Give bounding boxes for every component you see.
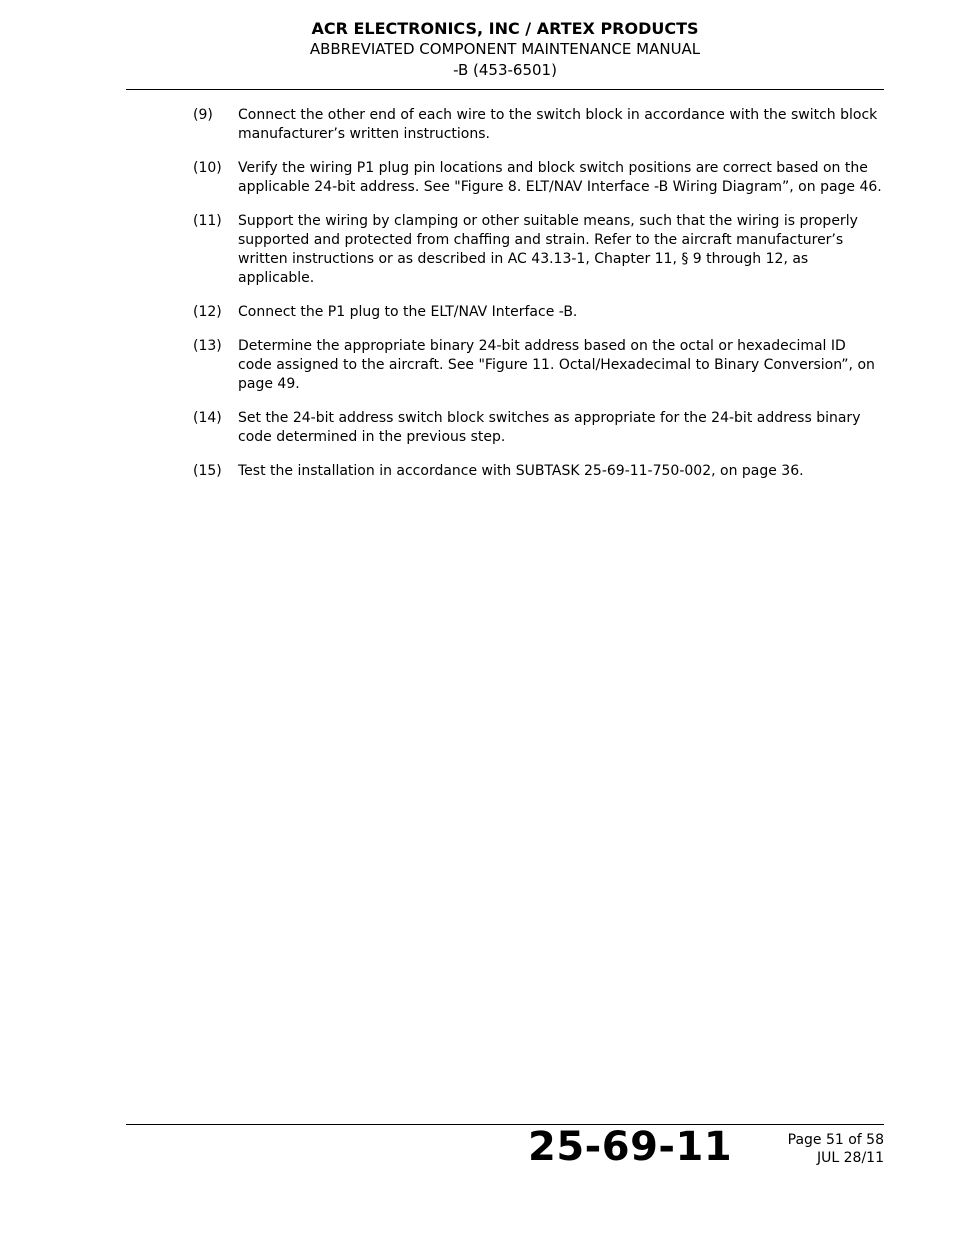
document-code: 25-69-11	[528, 1124, 733, 1170]
step-text: Set the 24-bit address switch block switches as appropriate for the 24-bit address binary code determined in the previous step.	[238, 410, 861, 445]
step-14	[193, 409, 883, 447]
header-divider	[126, 89, 884, 90]
step-12	[193, 303, 883, 322]
revision-date: JUL 28/11	[817, 1150, 884, 1166]
company-name: ACR ELECTRONICS, INC / ARTEX PRODUCTS	[311, 19, 699, 38]
manual-title: ABBREVIATED COMPONENT MAINTENANCE MANUAL	[309, 40, 701, 58]
footer-divider	[126, 1124, 884, 1125]
step-11	[193, 212, 883, 288]
page-number: Page 51 of 58	[787, 1132, 884, 1148]
step-number: (13)	[193, 338, 222, 354]
procedure-steps	[193, 106, 883, 496]
step-text: Connect the other end of each wire to the switch block in accordance with the switch block manufacturer’s written instructions.	[238, 107, 878, 142]
step-number: (10)	[193, 160, 222, 176]
page-info	[788, 1131, 884, 1167]
part-number: -B (453-6501)	[453, 61, 557, 79]
step-number: (12)	[193, 304, 222, 320]
step-15	[193, 462, 883, 481]
step-text: Verify the wiring P1 plug pin locations and block switch positions are correct based on the applicable 24-bit address. See "Figure 8. ELT/NAV Interface -B Wiring Diagram”, on page 46.	[238, 160, 882, 195]
step-9	[193, 106, 883, 144]
step-number: (11)	[193, 213, 222, 229]
step-text: Connect the P1 plug to the ELT/NAV Interface -B.	[238, 304, 578, 320]
step-number: (15)	[193, 463, 222, 479]
step-10	[193, 159, 883, 197]
step-text: Test the installation in accordance with SUBTASK 25-69-11-750-002, on page 36.	[238, 463, 804, 479]
step-text: Support the wiring by clamping or other suitable means, such that the wiring is properly supported and protected from chaffing and strain. Refer to the aircraft manufacturer’s written instructions or as described in AC 43.13-1, Chapter 11, § 9 through 12, as applicable.	[238, 213, 858, 286]
step-text: Determine the appropriate binary 24-bit address based on the octal or hexadecimal ID code assigned to the aircraft. See "Figure 11. Octal/Hexadecimal to Binary Conversion”, on page 49.	[238, 338, 875, 392]
step-number: (9)	[193, 107, 213, 123]
page-header	[126, 18, 884, 81]
step-number: (14)	[193, 410, 222, 426]
step-13	[193, 337, 883, 394]
